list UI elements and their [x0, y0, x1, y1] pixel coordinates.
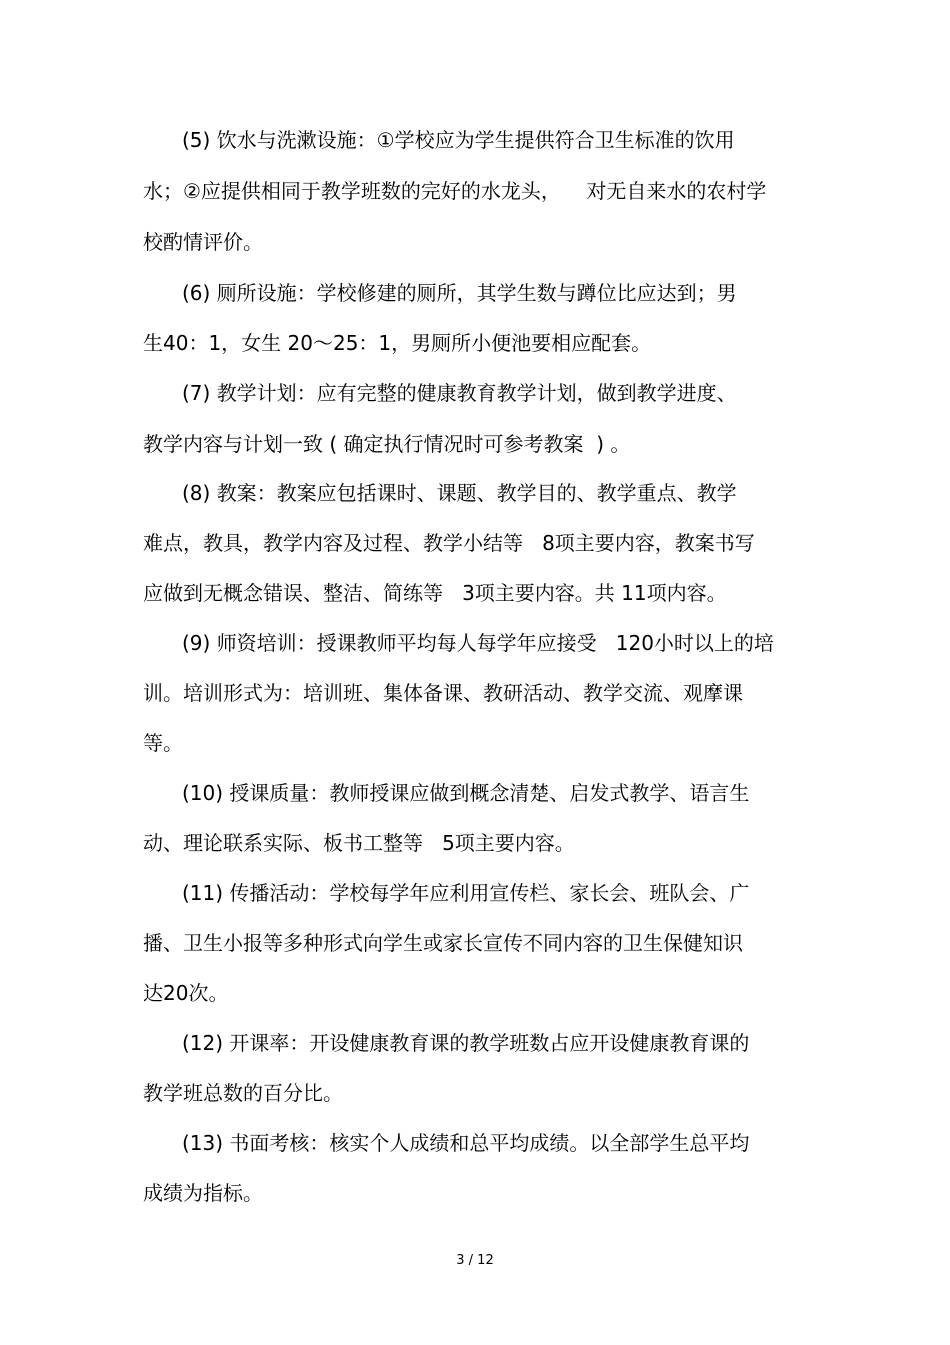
- paragraph-11-line-2: 播、卫生小报等多种形式向学生或家长宣传不同内容的卫生保健知识: [143, 931, 743, 955]
- paragraph-5-line-1: (5) 饮水与洗漱设施：①学校应为学生提供符合卫生标准的饮用: [182, 128, 735, 152]
- paragraph-7-line-2: 教学内容与计划一致 ( 确定执行情况时可参考教案 ) 。: [143, 432, 631, 456]
- paragraph-10-line-2: 动、理论联系实际、板书工整等 5项主要内容。: [143, 831, 575, 855]
- paragraph-8-line-3: 应做到无概念错误、整洁、简练等 3项主要内容。共 11项内容。: [143, 581, 727, 605]
- paragraph-12-line-1: (12) 开课率：开设健康教育课的教学班数占应开设健康教育课的: [182, 1031, 750, 1055]
- paragraph-11-line-3: 达20次。: [143, 981, 229, 1005]
- paragraph-8-line-1: (8) 教案：教案应包括课时、课题、教学目的、教学重点、教学: [182, 481, 737, 505]
- paragraph-9-line-1: (9) 师资培训：授课教师平均每人每学年应接受 120小时以上的培: [182, 631, 774, 655]
- paragraph-7-line-1: (7) 教学计划：应有完整的健康教育教学计划，做到教学进度、: [182, 381, 737, 405]
- paragraph-13-line-1: (13) 书面考核：核实个人成绩和总平均成绩。以全部学生总平均: [182, 1131, 750, 1155]
- paragraph-11-line-1: (11) 传播活动：学校每学年应利用宣传栏、家长会、班队会、广: [182, 881, 750, 905]
- paragraph-6-line-2: 生40：1，女生 20～25：1，男厕所小便池要相应配套。: [143, 331, 652, 355]
- paragraph-6-line-1: (6) 厕所设施：学校修建的厕所，其学生数与蹲位比应达到；男: [182, 281, 737, 305]
- page-number: 3 / 12: [456, 1253, 494, 1268]
- paragraph-9-line-2: 训。培训形式为：培训班、集体备课、教研活动、教学交流、观摩课: [143, 681, 743, 705]
- paragraph-5-line-3: 校酌情评价。: [143, 230, 263, 254]
- paragraph-9-line-3: 等。: [143, 731, 183, 755]
- paragraph-12-line-2: 教学班总数的百分比。: [143, 1081, 343, 1105]
- paragraph-10-line-1: (10) 授课质量：教师授课应做到概念清楚、启发式教学、语言生: [182, 781, 750, 805]
- paragraph-8-line-2: 难点，教具，教学内容及过程、教学小结等 8项主要内容，教案书写: [143, 531, 755, 555]
- paragraph-5-line-2: 水；②应提供相同于教学班数的完好的水龙头， 对无自来水的农村学: [143, 179, 767, 203]
- paragraph-13-line-2: 成绩为指标。: [143, 1181, 263, 1205]
